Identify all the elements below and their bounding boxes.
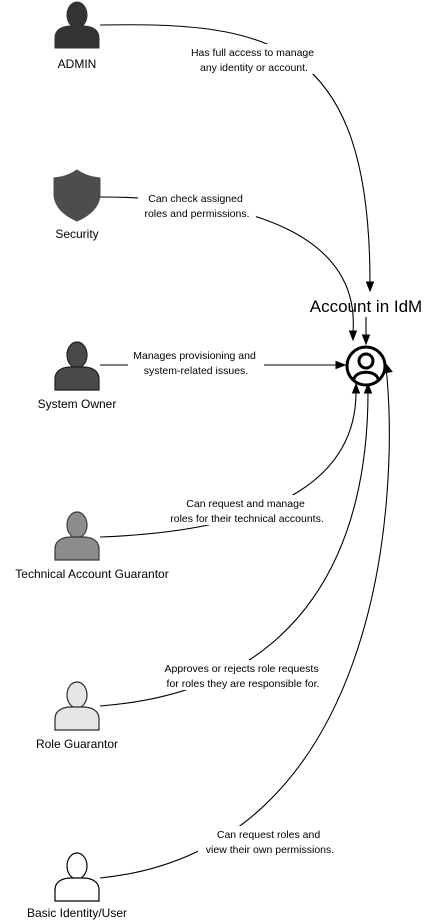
arrowhead-account-label — [363, 335, 370, 344]
edges — [100, 25, 389, 878]
edge-label-system-owner-line-1: Manages provisioning and — [133, 350, 256, 362]
arrowhead-security — [350, 331, 357, 340]
edge-label-technical-account-guarantor — [162, 495, 332, 525]
edge-label-security-line-2: roles and permissions. — [144, 208, 250, 220]
edge-basic-identity-user — [100, 367, 389, 878]
edge-label-technical-account-guarantor-line-1: Can request and manage — [186, 498, 305, 510]
arrowhead-system-owner — [336, 362, 345, 369]
edge-label-system-owner — [128, 347, 264, 377]
actor-role-guarantor — [36, 682, 118, 751]
edge-label-security — [138, 190, 256, 220]
edge-label-admin-line-2: any identity or account. — [200, 62, 308, 74]
edge-label-basic-identity-user — [198, 826, 342, 856]
edge-label-system-owner-line-2: system-related issues. — [143, 365, 249, 377]
user-icon — [55, 512, 99, 560]
actor-admin — [55, 2, 99, 71]
edge-role-guarantor — [100, 392, 368, 706]
edge-label-role-guarantor-line-1: Approves or rejects role requests — [164, 663, 319, 675]
actor-label-technical-account-guarantor: Technical Account Guarantor — [15, 567, 169, 581]
actor-label-role-guarantor: Role Guarantor — [35, 737, 119, 751]
actor-label-system-owner: System Owner — [37, 397, 117, 411]
account-in-idm-label: Account in IdM — [309, 297, 423, 316]
edge-label-basic-identity-user-line-2: view their own permissions. — [205, 844, 335, 856]
shield-icon — [54, 170, 100, 221]
edge-label-role-guarantor-line-2: for roles they are responsible for. — [166, 678, 320, 690]
user-icon — [55, 2, 99, 48]
user-icon — [55, 853, 99, 901]
user-circle-icon — [347, 347, 385, 385]
edge-label-technical-account-guarantor-line-2: roles for their technical accounts. — [170, 513, 324, 525]
edge-label-admin — [189, 44, 319, 74]
actor-technical-account-guarantor — [15, 512, 168, 581]
user-icon — [55, 342, 99, 390]
actor-security — [54, 170, 100, 241]
edge-label-role-guarantor — [160, 660, 326, 690]
actor-label-security: Security — [55, 227, 99, 241]
actor-label-basic-identity-user: Basic Identity/User — [26, 906, 128, 920]
edge-label-admin-line-1: Has full access to manage — [190, 47, 315, 59]
actor-label-admin: ADMIN — [57, 57, 97, 71]
edge-label-security-line-1: Can check assigned — [148, 193, 243, 205]
arrowhead-technical-account-guarantor — [353, 384, 360, 393]
user-icon — [55, 682, 99, 730]
arrowhead-admin — [367, 282, 374, 291]
edge-label-basic-identity-user-line-1: Can request roles and — [216, 829, 321, 841]
actor-basic-identity-user — [27, 853, 127, 920]
actor-system-owner — [38, 342, 117, 411]
